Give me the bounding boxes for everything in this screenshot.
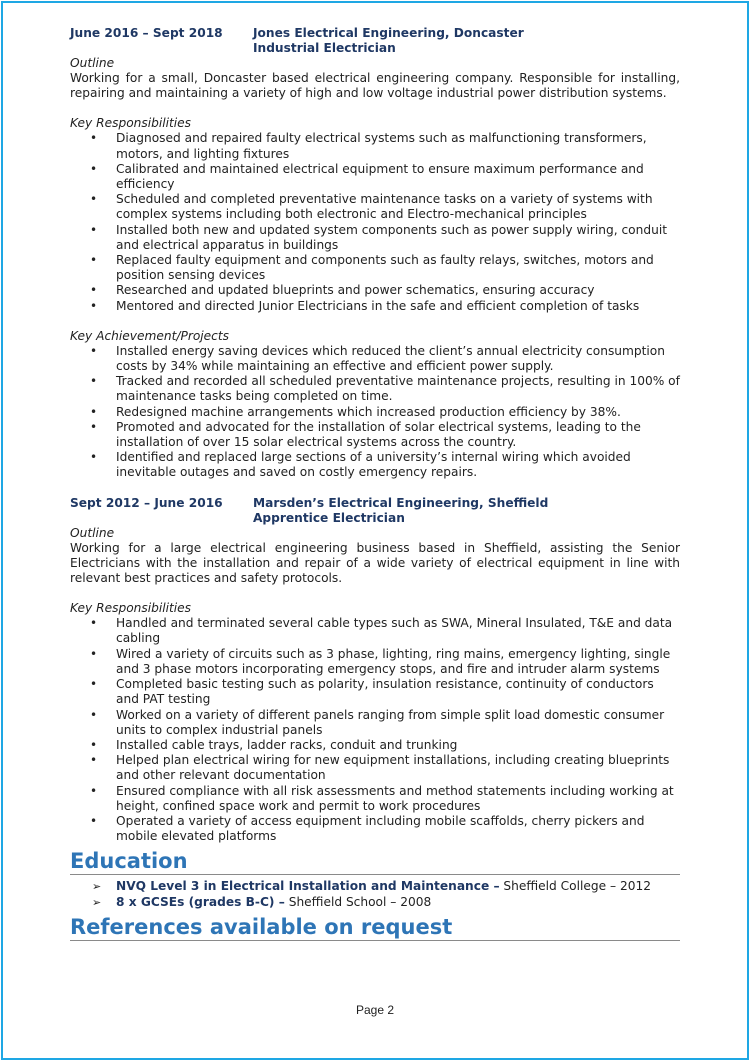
responsibilities-label: Key Responsibilities (70, 601, 192, 616)
bullet-dot-icon: • (90, 616, 98, 631)
resume-page (70, 26, 680, 941)
references-heading: References available on request (70, 914, 680, 941)
bullet-dot-icon: • (90, 222, 98, 237)
education-item (70, 895, 680, 911)
institution: Sheffield School – 2008 (284, 894, 432, 909)
outline-label: Outline (70, 56, 115, 70)
references-section (70, 914, 680, 941)
list-item: • Tracked and recorded all scheduled preventative maintenance projects, resulting in 100% of maintenance tasks being completed on time. (90, 374, 680, 404)
achievements-label: Key Achievement/Projects (70, 328, 230, 343)
page-number: Page 2 (355, 1003, 395, 1017)
institution: Sheffield College – 2012 (499, 879, 652, 894)
list-item: • Worked on a variety of different panels ranging from simple split load domestic consumer units to complex industrial panels (90, 707, 665, 737)
bullet-dot-icon: • (90, 737, 98, 752)
job-header (70, 26, 680, 56)
list-item: • Diagnosed and repaired faulty electrical systems such as malfunctioning transformers, motors, and lighting fixtures (90, 131, 647, 161)
list-item: • Installed cable trays, ladder racks, conduit and trunking (90, 737, 458, 752)
bullet-dot-icon: • (90, 161, 98, 176)
job-details (253, 26, 524, 56)
job-details (253, 496, 548, 526)
bullet-dot-icon: • (90, 298, 98, 313)
outline-text: Working for a small, Doncaster based electrical engineering company. Responsible for installing, repairing and maintaining a variety of high and low voltage industrial power distribution systems. (70, 71, 680, 101)
outline-text: Working for a large electrical engineering business based in Sheffield, assisting the Senior Electricians with the installation and repair of a wide variety of electrical equipment in line with relevant best practices and safety protocols. (70, 540, 680, 586)
arrow-bullet-icon: ➢ (92, 895, 102, 909)
list-item: • Installed energy saving devices which reduced the client’s annual electricity consumption costs by 34% while maintaining an effective and efficient power supply. (90, 343, 665, 374)
bullet-dot-icon: • (90, 783, 98, 798)
education-list (70, 879, 680, 910)
list-item: • Redesigned machine arrangements which increased production efficiency by 38%. (90, 404, 621, 419)
bullet-dot-icon: • (90, 374, 98, 389)
list-item: • Operated a variety of access equipment including mobile scaffolds, cherry pickers and mobile elevated platforms (90, 813, 645, 844)
responsibilities-list (70, 616, 680, 844)
job-entry (70, 26, 680, 481)
job-company: Marsden’s Electrical Engineering, Sheffield (253, 495, 549, 510)
list-item: • Mentored and directed Junior Electricians in the safe and efficient completion of tasks (90, 298, 640, 313)
education-item (70, 879, 680, 895)
bullet-dot-icon: • (90, 707, 98, 722)
education-section (70, 848, 680, 910)
list-item: • Calibrated and maintained electrical equipment to ensure maximum performance and efficiency (90, 161, 644, 192)
bullet-dot-icon: • (90, 813, 98, 828)
achievements-list (70, 344, 680, 481)
outline-label: Outline (70, 525, 115, 540)
job-dates: Sept 2012 – June 2016 (70, 495, 223, 510)
job-header (70, 496, 680, 526)
arrow-bullet-icon: ➢ (92, 880, 102, 894)
responsibilities-list (70, 131, 680, 313)
job-company: Jones Electrical Engineering, Doncaster (253, 26, 524, 40)
job-dates: June 2016 – Sept 2018 (70, 26, 223, 40)
list-item: • Installed both new and updated system components such as power supply wiring, conduit and electrical apparatus in buildings (90, 222, 667, 252)
bullet-dot-icon: • (90, 450, 98, 465)
job-entry (70, 496, 680, 845)
bullet-dot-icon: • (90, 753, 98, 768)
list-item: • Identified and replaced large sections of a university’s internal wiring which avoided inevitable outages and saved on costly emergency repairs. (90, 450, 631, 480)
bullet-dot-icon: • (90, 283, 98, 298)
education-heading: Education (70, 848, 680, 875)
job-title: Apprentice Electrician (253, 510, 405, 525)
bullet-dot-icon: • (90, 419, 98, 434)
bullet-dot-icon: • (90, 253, 98, 268)
responsibilities-label: Key Responsibilities (70, 116, 192, 131)
bullet-dot-icon: • (90, 646, 98, 661)
list-item: • Wired a variety of circuits such as 3 phase, lighting, ring mains, emergency lighting, single and 3 phase motors incorporating emergency stops, and fire and intruder alarm systems (90, 646, 671, 676)
job-title: Industrial Electrician (253, 41, 396, 55)
list-item: • Researched and updated blueprints and power schematics, ensuring accuracy (90, 283, 595, 298)
bullet-dot-icon: • (90, 343, 98, 358)
bullet-dot-icon: • (90, 404, 98, 419)
list-item: • Replaced faulty equipment and components such as faulty relays, switches, motors and position sensing devices (90, 253, 654, 283)
bullet-dot-icon: • (90, 131, 98, 146)
list-item: • Handled and terminated several cable types such as SWA, Mineral Insulated, T&E and data cabling (90, 616, 673, 646)
bullet-dot-icon: • (90, 192, 98, 207)
list-item: • Helped plan electrical wiring for new equipment installations, including creating blueprints and other relevant documentation (90, 753, 670, 783)
bullet-dot-icon: • (90, 677, 98, 692)
list-item: • Ensured compliance with all risk assessments and method statements including working at height, confined space work and permit to work procedures (90, 783, 674, 813)
qualification: NVQ Level 3 in Electrical Installation and Maintenance – (116, 879, 500, 894)
list-item: • Scheduled and completed preventative maintenance tasks on a variety of systems with complex systems including both electronic and Electro-mechanical principles (90, 192, 653, 222)
list-item: • Promoted and advocated for the installation of solar electrical systems, leading to the installation of over 15 solar electrical systems across the country. (90, 419, 641, 450)
list-item: • Completed basic testing such as polarity, insulation resistance, continuity of conductors and PAT testing (90, 677, 654, 707)
qualification: 8 x GCSEs (grades B-C) – (116, 894, 285, 909)
